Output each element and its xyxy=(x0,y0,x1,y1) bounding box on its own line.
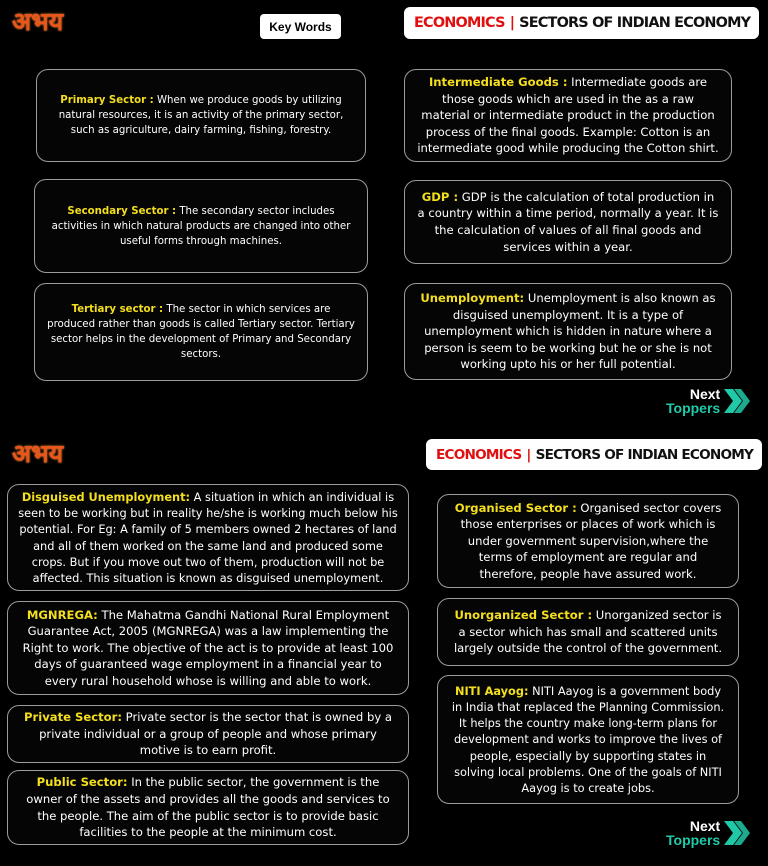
topic-label: SECTORS OF INDIAN ECONOMY xyxy=(519,15,751,31)
subject-label: ECONOMICS xyxy=(414,15,505,31)
keyword-card xyxy=(36,69,366,162)
keyword-card xyxy=(437,598,739,666)
keyword-term: Unorganized Sector : xyxy=(454,608,593,623)
keyword-card xyxy=(7,705,409,763)
keyword-definition: Unorganized sector is a sector which has small and scattered units largely outside the control of the government. xyxy=(453,608,723,656)
title-separator: | xyxy=(526,446,531,463)
brand-next: Next xyxy=(689,818,721,834)
subject-label: ECONOMICS xyxy=(436,446,522,463)
keyword-card xyxy=(34,283,368,381)
keyword-term: MGNREGA: xyxy=(26,607,98,622)
brand-toppers: Toppers xyxy=(666,832,721,848)
key-words-label: Key Words xyxy=(260,14,341,39)
keyword-definition: The secondary sector includes activities in which natural products are changed into other useful forms through machines. xyxy=(51,205,351,247)
abhay-logo: अभय xyxy=(12,7,64,36)
keyword-card xyxy=(7,770,409,845)
keyword-definition: The Mahatma Gandhi National Rural Employment Guarantee Act, 2005 (MGNREGA) was a law implementing the Right to work. The objective of the act is to provide at least 100 days of guaranteed wage employment in a financial year to every rural household whose is willing and able to work. xyxy=(22,607,394,688)
keyword-definition: When we produce goods by utilizing natural resources, it is an activity of the primary sector, such as agriculture, dairy farming, fishing, forestry. xyxy=(58,95,344,136)
keyword-term: Primary Sector : xyxy=(60,95,154,106)
keyword-term: Unemployment: xyxy=(420,291,525,306)
keyword-term: Secondary Sector : xyxy=(67,205,177,217)
abhay-logo: अभय xyxy=(12,439,64,468)
brand-next: Next xyxy=(689,386,721,402)
keyword-definition: NITI Aayog is a government body in India that replaced the Planning Commission. It helps the country make long-term plans for development and works to improve the lives of people, especially by supporting states in solving local problems. One of the goals of NITI Aayog is to create jobs. xyxy=(451,683,725,796)
keyword-card xyxy=(7,484,409,591)
keyword-card xyxy=(404,283,732,380)
keyword-term: Private Sector: xyxy=(24,710,122,725)
keyword-definition: GDP is the calculation of total production in a country within a time period, normally a year. It is the calculation of values of all final goods and services within a year. xyxy=(417,189,719,254)
keyword-term: Tertiary sector : xyxy=(71,304,164,315)
keyword-term: Public Sector: xyxy=(36,775,128,790)
keyword-term: Disguised Unemployment: xyxy=(21,489,191,504)
keyword-term: NITI Aayog: xyxy=(454,683,529,698)
keyword-card xyxy=(34,179,368,273)
keyword-card xyxy=(7,601,409,695)
keyword-card xyxy=(437,494,739,588)
keyword-definition: In the public sector, the government is the owner of the assets and provides all the goods and services to the people. The aim of the public sector is to provide basic facilities to the people at the minimum cost. xyxy=(26,775,390,840)
next-toppers-logo xyxy=(666,818,752,848)
double-chevron-icon xyxy=(722,386,752,416)
double-chevron-icon xyxy=(722,818,752,848)
keyword-definition: A situation in which an individual is seen to be working but in reality he/she is working much below his potential. For Eg: A family of 5 members owned 2 hectares of land and all of them worked on the same land and produced some crops. But if you move out two of them, production will not be affected. This situation is known as disguised unemployment. xyxy=(18,489,398,585)
keyword-definition: The sector in which services are produced rather than goods is called Tertiary sector. Tertiary sector helps in the development of Primary and Secondary sectors. xyxy=(47,304,355,360)
brand-toppers: Toppers xyxy=(666,400,721,416)
keyword-definition: Private sector is the sector that is owned by a private individual or a group of people and whose primary motive is to earn profit. xyxy=(39,710,392,758)
keyword-term: Intermediate Goods : xyxy=(428,75,568,90)
keyword-card xyxy=(404,180,732,264)
topic-label: SECTORS OF INDIAN ECONOMY xyxy=(535,446,754,463)
keyword-definition: Organised sector covers those enterprises or places of work which is under government supervision,where the terms of employment are regular and therefore, people have assured work. xyxy=(460,500,722,581)
title-separator: | xyxy=(509,15,515,31)
page-title xyxy=(404,7,759,39)
keyword-term: Organised Sector : xyxy=(454,500,577,515)
keyword-term: GDP : xyxy=(421,189,459,204)
keyword-card xyxy=(437,675,739,804)
page-title xyxy=(426,439,762,470)
keyword-definition: Unemployment is also known as disguised unemployment. It is a type of unemployment which is hidden in nature where a person is seem to be working but he or she is not working upto his or her full potential. xyxy=(424,291,716,372)
next-toppers-logo xyxy=(666,386,752,416)
keyword-card xyxy=(404,69,732,162)
keyword-definition: Intermediate goods are those goods which are used in the as a raw material or intermediate product in the production process of the final goods. Example: Cotton is an intermediate good while producing the Cotton shirt. xyxy=(417,75,719,156)
